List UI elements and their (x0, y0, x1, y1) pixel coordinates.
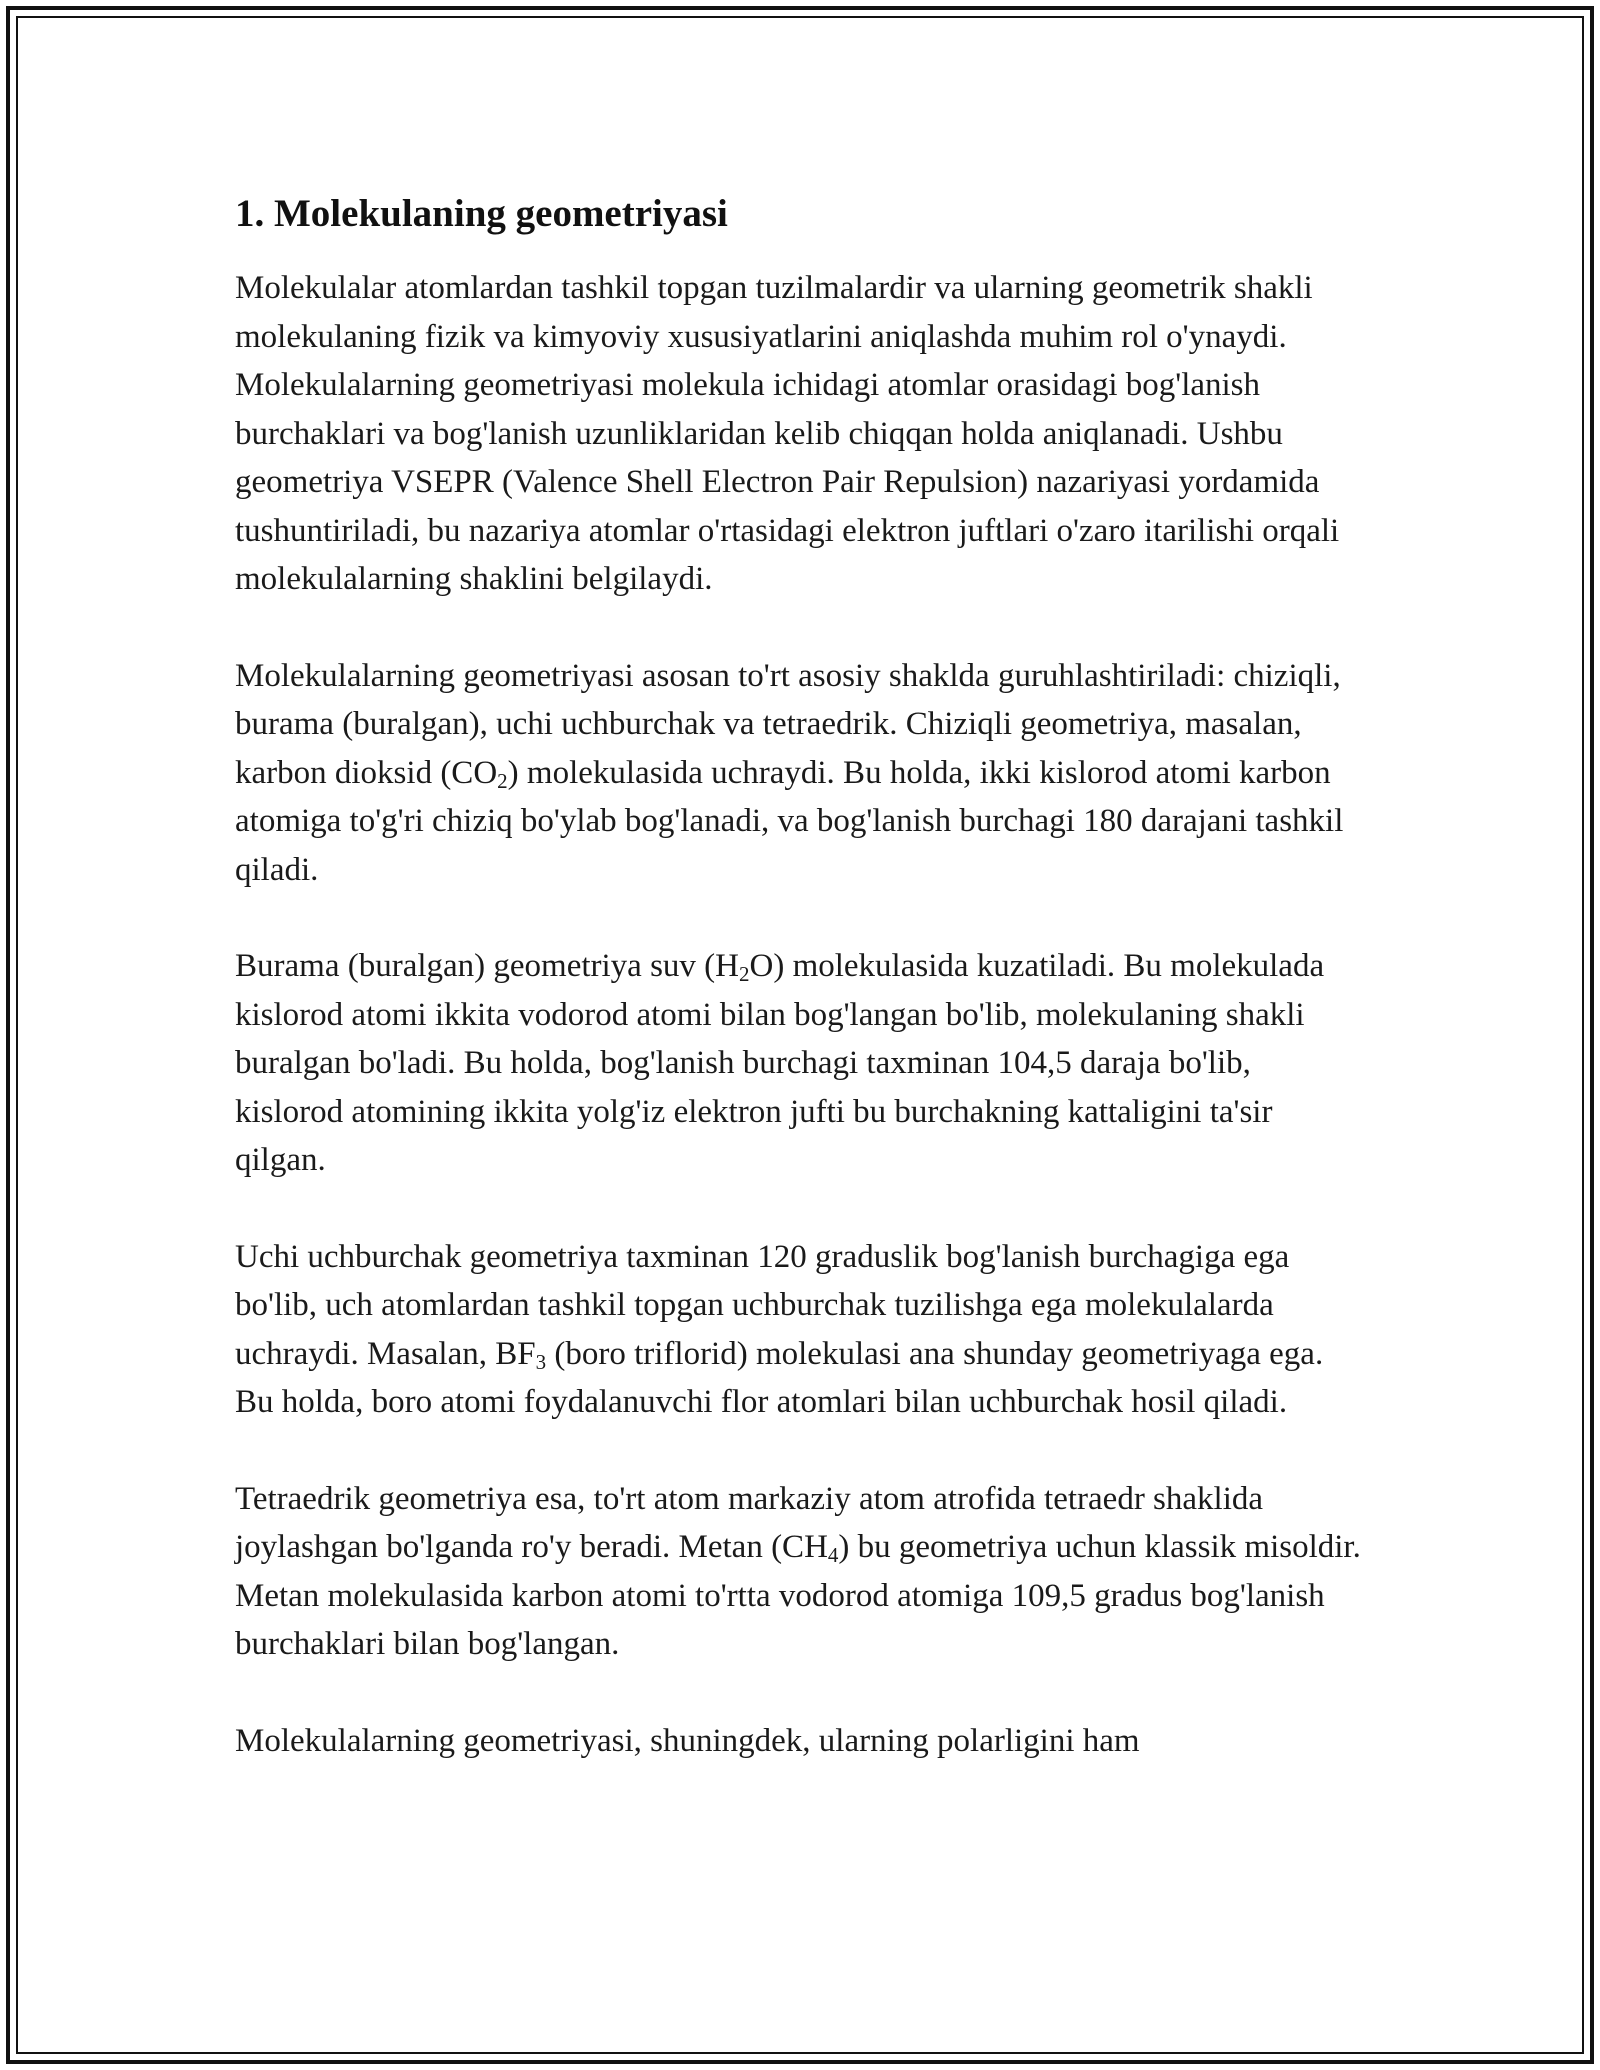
document-body (235, 186, 1365, 1765)
paragraph-text: ) molekulasida uchraydi. Bu holda, ikki kislorod atomi karbon atomiga to'g'ri chiziq bo'ylab bog'lanadi, va bog'lanish burchagi 180 darajani tashkil qiladi. (235, 754, 1344, 888)
subscript: 2 (497, 768, 508, 793)
subscript: 4 (827, 1543, 839, 1567)
paragraph-text: (boro triflorid) molekulasi ana shunday geometriyaga ega. Bu holda, boro atomi foydalanuvchi flor atomlari bilan uchburchak hosil qiladi. (235, 1335, 1324, 1420)
section-heading: 1. Molekulaning geometriyasi (235, 192, 728, 235)
paragraph-trigonal-geometry (235, 1233, 1365, 1427)
paragraph-text: Molekulalarning geometriyasi asosan to'rt asosiy shaklda guruhlashtiriladi: chiziqli, burama (buralgan), uchi uchburchak va tetraedrik. Chiziqli geometriya, masalan, karbon dioksid (CO (235, 657, 1341, 791)
paragraph-tetrahedral-geometry (235, 1475, 1365, 1669)
paragraph-bent-geometry (235, 942, 1365, 1185)
paragraph-text: Uchi uchburchak geometriya taxminan 120 graduslik bog'lanish burchagiga ega bo'lib, uch atomlardan tashkil topgan uchburchak tuzilishga ega molekulalarda uchraydi. Masalan, BF (235, 1238, 1290, 1372)
paragraph-polarity: Molekulalarning geometriyasi, shuningdek, ularning polarligini ham (235, 1722, 1140, 1759)
paragraph-text: O) molekulasida kuzatiladi. Bu molekulada kislorod atomi ikkita vodorod atomi bilan bog'langan bo'lib, molekulaning shakli buralgan bo'ladi. Bu holda, bog'lanish burchagi taxminan 104,5 daraja bo'lib, kislorod atomining ikkita yolg'iz elektron jufti bu burchakning kattaligini ta'sir qilgan. (235, 948, 1325, 1178)
paragraph-linear-geometry (235, 652, 1365, 895)
paragraph-text: Burama (buralgan) geometriya suv (H (235, 948, 739, 984)
paragraph-text: ) bu geometriya uchun klassik misoldir. Metan molekulasida karbon atomi to'rtta vodorod atomiga 109,5 gradus bog'lanish burchaklari bilan bog'langan. (235, 1529, 1361, 1662)
paragraph-intro: Molekulalar atomlardan tashkil topgan tuzilmalardir va ularning geometrik shakli molekulaning fizik va kimyoviy xususiyatlarini aniqlashda muhim rol o'ynaydi. Molekulalarning geometriyasi molekula ichidagi atomlar orasidagi bog'lanish burchaklari va bog'lanish uzunliklaridan kelib chiqqan holda aniqlanadi. Ushbu geometriya VSEPR (Valence Shell Electron Pair Repulsion) nazariyasi yordamida tushuntiriladi, bu nazariya atomlar o'rtasidagi elektron juftlari o'zaro itarilishi orqali molekulalarning shaklini belgilaydi. (235, 270, 1340, 597)
subscript: 2 (739, 962, 750, 986)
subscript: 3 (535, 1349, 547, 1374)
paragraph-text: Tetraedrik geometriya esa, to'rt atom markaziy atom atrofida tetraedr shaklida joylashgan bo'lganda ro'y beradi. Metan (CH (235, 1480, 1264, 1565)
